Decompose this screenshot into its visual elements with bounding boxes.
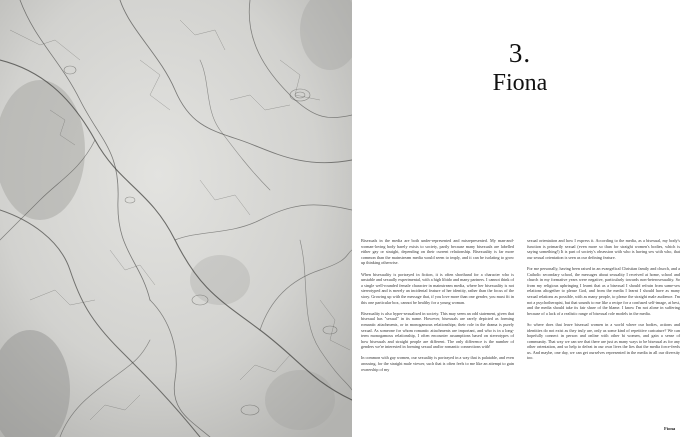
paragraph: For me personally, having been raised in an evangelical Christian family and church, and a Catholic secondary school, the messages about sexuality I received at home, school and church in my formative years were negative, particularly towards non-heterosexuality. So from my religious upbringing I learnt that as a bisexual I should refrain from same-sex relations altogether to please God, and from the media I learnt I should have as many sexual relations as possible, with as many people, to please the straight male audience. I'm not a psychotherapist, but that sounds to me like a recipe for a confused self-image, at best, and the media should take its fair share of the blame. I know I'm not alone in suffering because of a lack of a realistic range of bisexual role models in the media.: [527, 265, 680, 316]
text-column-left: [361, 238, 514, 378]
author-signature: Fiona: [664, 426, 676, 431]
paragraph: Bisexuals in the media are both under-represented and misrepresented. My man-and-woman-loving body barely exists to society, partly because many bisexuals are labelled either gay or straight, depending on their current relationship. Bisexuality is far more common than the mainstream media would seem to imply, and it can be isolating to grow up thinking otherwise.: [361, 238, 514, 266]
chapter-number: 3.: [508, 38, 532, 68]
chapter-title: Fiona: [492, 70, 548, 96]
text-column-right: [527, 238, 680, 367]
paragraph: So where does that leave bisexual women in a world where our bodies, actions and identities do not exist as they truly are, only as some kind of repetitive caricature? We can hopefully connect in person and online with other bi women, and gain a sense of community. That way we can see that there are just as many ways to be bisexual as for any other orientation, and so help to defeat in our own lives the lies that the media force-feeds us. And maybe, one day, we can get ourselves represented in the media in all our diversity too.: [527, 321, 680, 361]
paragraph: When bisexuality is portrayed in fiction, it is often shorthand for a character who is unstable and sexually experimental, with a high libido and many partners. I cannot think of a single well-rounded female character in mainstream media, where her bisexuality is not stereotyped and is merely an incidental feature of her identity, rather than the focus of the story. Growing up with the message that, if you love more than one gender, you must fit in this one particular box, cannot be healthy for a young woman.: [361, 271, 514, 305]
paragraph: sexual orientation and how I express it. According to the media, as a bisexual, my body's function is primarily sexual (even more so than for straight women's bodies, which is saying something!) It is part of society's obsession with who is having sex with who, that our sexual orientation is seen as our defining feature.: [527, 238, 680, 260]
paragraph: In common with gay women, our sexuality is portrayed in a way that is palatable, and even arousing, for the straight male viewer, such that is often feels to me like an attempt to gain ownership of my: [361, 355, 514, 372]
paragraph: Bisexuality is also hyper-sexualised in society. This may seem an odd statement, given that bisexual has "sexual" in its name. However, bisexuals are rarely depicted as forming romantic attachments, or in monogamous relationships; their role in the drama is purely sexual. As someone for whom romantic attachments are important, and who is in a long-term monogamous relationship, I often encounter assumptions based on stereotypes of how bisexuals and straight people are different. The only difference is the number of genders we're interested in forming sexual and/or romantic connections with!: [361, 310, 514, 350]
